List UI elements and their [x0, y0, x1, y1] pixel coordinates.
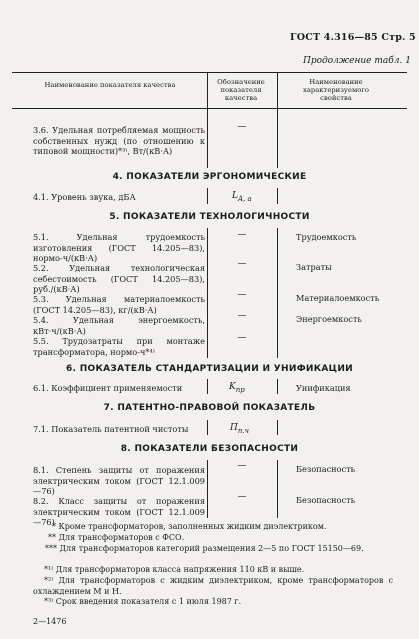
row-8-2-text: 8.2. Класс защиты от поражения электрическим током (ГОСТ 12.1.009—76) — [33, 496, 205, 527]
row-3-6-symbol: — — [237, 122, 247, 132]
table-top-rule — [12, 72, 407, 73]
table-header-rule — [12, 108, 407, 109]
row-5-4-text: 5.4. Удельная энергоемкость, кВт·ч/(кВ·А) — [33, 315, 205, 336]
row-3-6-text: 3.6. Удельная потребляемая мощность собственных нужд (по отношению к типовой мощности)*³⁾, Вт/(кВ·А) — [33, 125, 205, 156]
col-header-name: Наименование показателя качества — [44, 81, 176, 89]
page-code: 2—1476 — [33, 617, 67, 626]
row-6-1-property: Унификация — [296, 383, 351, 393]
row-5-3-text: 5.3. Удельная материалоемкость (ГОСТ 14.205—83), кг/(кВ·А) — [33, 294, 205, 315]
row-5-2-text: 5.2. Удельная технологическая себестоимость (ГОСТ 14.205—83), руб./(кВ·А) — [33, 263, 205, 294]
section-4-title: 4. ПОКАЗАТЕЛИ ЭРГОНОМИЧЕСКИЕ — [112, 172, 307, 182]
row-4-1-symbol: $L_{A, a}$ — [232, 191, 252, 203]
footnote: *** Для трансформаторов категорий размещения 2—5 по ГОСТ 15150—69. — [45, 544, 364, 553]
row-8-2-property: Безопасность — [296, 495, 356, 505]
row-8-2-symbol: — — [237, 492, 247, 502]
col-header-property: Наименование характеризуемого свойства — [303, 78, 369, 102]
document-reference: ГОСТ 4.316—85 Стр. 5 — [290, 32, 416, 43]
column-divider — [277, 72, 278, 168]
row-5-4-symbol: — — [237, 311, 247, 321]
footnote: *²⁾ Для трансформаторов с жидким диэлектриком, кроме трансформаторов с охлаждением М и Н. — [33, 576, 393, 596]
row-5-3-symbol: — — [237, 290, 247, 300]
section-7-title: 7. ПАТЕНТНО-ПРАВОВОЙ ПОКАЗАТЕЛЬ — [103, 403, 316, 413]
table-continuation-label: Продолжение табл. 1 — [303, 56, 411, 66]
row-5-1-text: 5.1. Удельная трудоемкость изготовления (ГОСТ 14.205—83), нормо-ч/(кВ·А) — [33, 232, 205, 263]
column-divider — [277, 228, 278, 358]
column-divider — [207, 379, 208, 394]
row-5-5-symbol: — — [237, 333, 247, 343]
row-7-1-text: 7.1. Показатель патентной чистоты — [33, 424, 189, 434]
row-7-1-symbol: $П_{п.ч}$ — [230, 423, 249, 435]
row-5-4-property: Энергоемкость — [296, 314, 362, 324]
row-8-1-text: 8.1. Степень защиты от поражения электрическим током (ГОСТ 12.1.009—76) — [33, 465, 205, 496]
column-divider — [277, 188, 278, 204]
row-6-1-symbol: $K_{пр}$ — [229, 382, 245, 394]
column-divider — [207, 460, 208, 518]
row-6-1-text: 6.1. Коэффициент применяемости — [33, 383, 183, 393]
column-divider — [277, 379, 278, 394]
column-divider — [207, 72, 208, 168]
footnote: *¹⁾ Для трансформаторов класса напряжения 110 кВ и выше. — [44, 565, 305, 574]
column-divider — [277, 460, 278, 518]
section-5-title: 5. ПОКАЗАТЕЛИ ТЕХНОЛОГИЧНОСТИ — [109, 212, 310, 222]
column-divider — [207, 228, 208, 358]
section-8-title: 8. ПОКАЗАТЕЛИ БЕЗОПАСНОСТИ — [120, 444, 299, 454]
section-6-title: 6. ПОКАЗАТЕЛЬ СТАНДАРТИЗАЦИИ И УНИФИКАЦИИ — [66, 364, 353, 374]
row-5-2-property: Затраты — [296, 262, 332, 272]
row-8-1-property: Безопасность — [296, 464, 356, 474]
column-divider — [207, 420, 208, 435]
col-header-symbol: Обозначение показателя качества — [217, 78, 265, 102]
row-8-1-symbol: — — [237, 461, 247, 471]
row-5-2-symbol: — — [237, 259, 247, 269]
row-5-1-symbol: — — [237, 230, 247, 240]
row-5-5-text: 5.5. Трудозатраты при монтаже трансформатора, нормо-ч*⁴⁾ — [33, 336, 205, 357]
row-5-1-property: Трудоемкость — [296, 232, 357, 242]
row-4-1-text: 4.1. Уровень звука, дБА — [33, 192, 136, 202]
footnote: ** Для трансформаторов с ФСО. — [48, 533, 185, 542]
footnote: * Кроме трансформаторов, заполненных жидким диэлектриком. — [52, 522, 327, 531]
column-divider — [207, 188, 208, 204]
column-divider — [277, 420, 278, 435]
row-5-3-property: Материалоемкость — [296, 293, 380, 303]
footnote: *³⁾ Срок введения показателя с 1 июля 1987 г. — [44, 597, 242, 606]
